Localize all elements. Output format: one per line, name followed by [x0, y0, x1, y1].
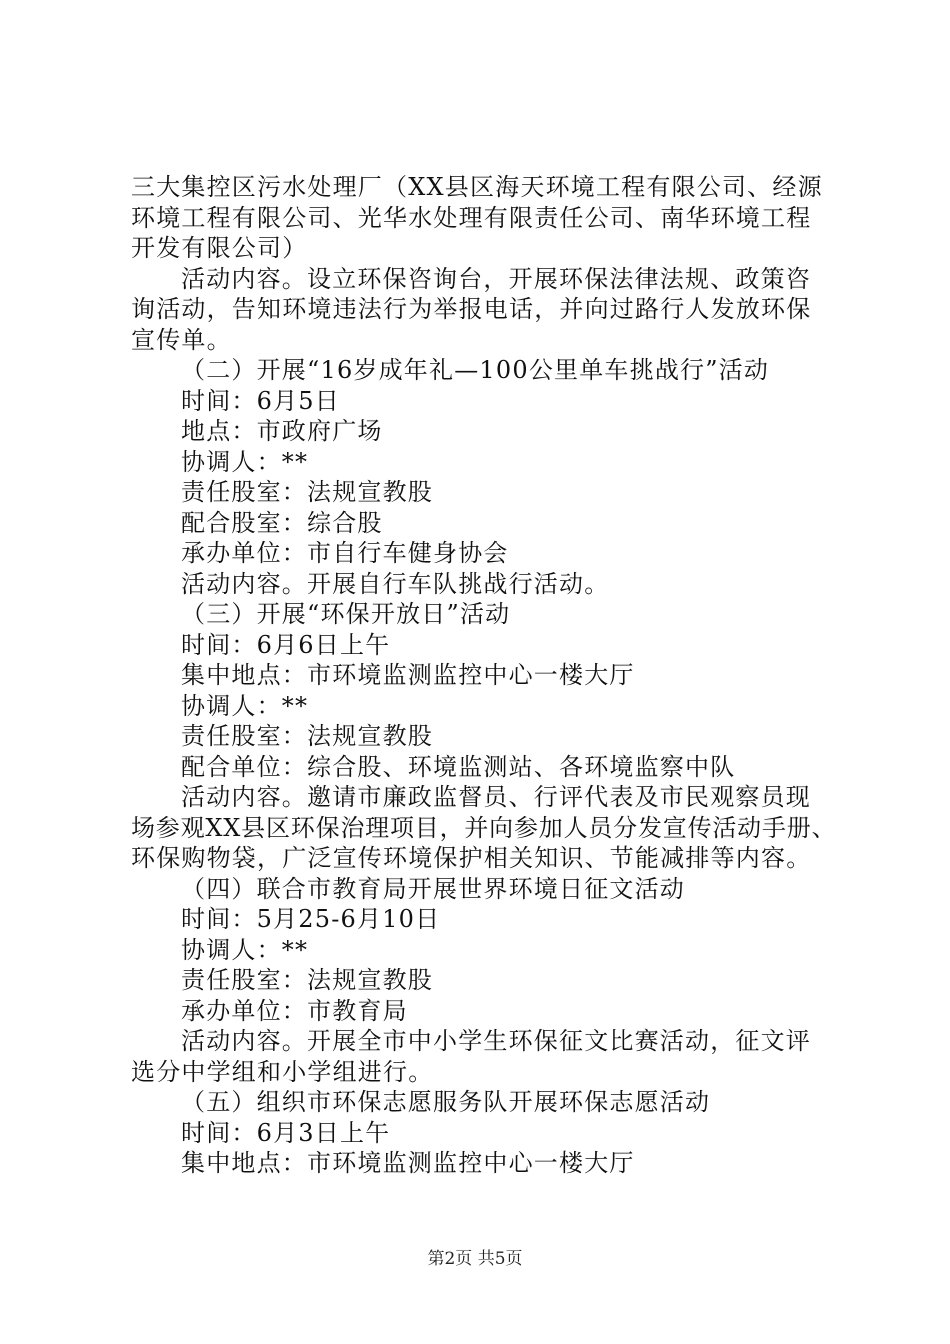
text-line: 活动内容。设立环保咨询台，开展环保法律法规、政策咨 [181, 264, 811, 293]
text-line: 责任股室：法规宣教股 [181, 966, 433, 994]
text-line: 开发有限公司） [131, 234, 308, 262]
text-line: 场参观XX县区环保治理项目，并向参加人员分发宣传活动手册、 [131, 813, 837, 842]
text-line: 活动内容。邀请市廉政监督员、行评代表及市民观察员现 [181, 783, 811, 811]
text-line: 配合单位：综合股、环境监测站、各环境监察中队 [181, 752, 736, 781]
text-line: 协调人：** [181, 447, 309, 476]
text-line: 三大集控区污水处理厂（XX县区海天环境工程有限公司、经源 [131, 173, 823, 201]
document-body [131, 172, 836, 1179]
text-line: 承办单位：市自行车健身协会 [181, 539, 509, 567]
text-line: 集中地点：市环境监测监控中心一楼大厅 [181, 1149, 635, 1177]
text-line: 询活动，告知环境违法行为举报电话，并向过路行人发放环保 [131, 295, 812, 323]
text-line: 承办单位：市教育局 [181, 996, 408, 1025]
text-line: 时间：6月5日 [181, 386, 340, 415]
text-line: 活动内容。开展全市中小学生环保征文比赛活动，征文评 [181, 1027, 811, 1055]
text-line: 地点：市政府广场 [181, 417, 383, 445]
section-heading: （四）联合市教育局开展世界环境日征文活动 [181, 874, 685, 903]
text-line: 责任股室：法规宣教股 [181, 478, 433, 506]
text-line: 环保购物袋，广泛宣传环境保护相关知识、节能减排等内容。 [131, 844, 812, 872]
text-line: 时间：6月3日上午 [181, 1118, 391, 1147]
text-line: 环境工程有限公司、光华水处理有限责任公司、南华环境工程 [131, 203, 812, 232]
text-line: 集中地点：市环境监测监控中心一楼大厅 [181, 661, 635, 689]
text-line: 责任股室：法规宣教股 [181, 722, 433, 750]
text-line: 活动内容。开展自行车队挑战行活动。 [181, 569, 610, 598]
section-heading: （五）组织市环保志愿服务队开展环保志愿活动 [181, 1088, 711, 1116]
section-heading: （三）开展“环保开放日”活动 [181, 600, 511, 628]
text-line: 宣传单。 [131, 325, 232, 354]
text-line: 时间：5月25-6月10日 [181, 905, 441, 933]
text-line: 选分中学组和小学组进行。 [131, 1057, 434, 1086]
text-line: 协调人：** [181, 691, 309, 720]
section-heading: （二）开展“16岁成年礼—100公里单车挑战行”活动 [181, 356, 770, 384]
text-line: 时间：6月6日上午 [181, 630, 391, 659]
text-line: 协调人：** [181, 935, 309, 964]
page-number-footer: 第2页 共5页 [427, 1249, 523, 1269]
text-line: 配合股室：综合股 [181, 508, 383, 537]
